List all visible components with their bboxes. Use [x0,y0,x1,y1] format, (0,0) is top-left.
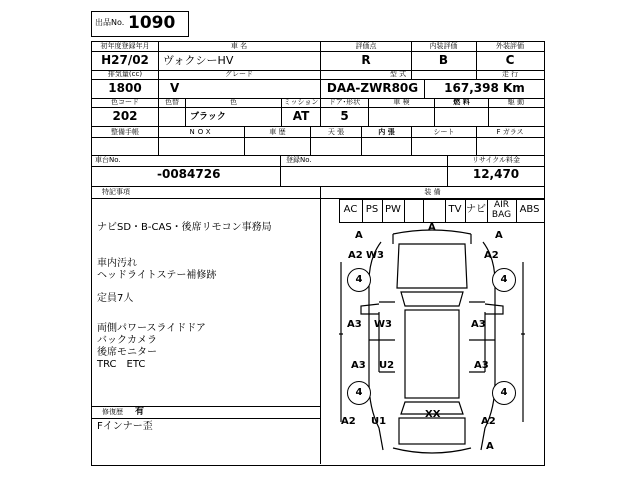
displacement-label: 排気量(cc) [107,70,143,78]
note-line-3: 車内汚れ [97,258,137,269]
interior-score-label: 内装評価 [429,42,458,50]
note-line-10: 後席モニター [97,347,157,358]
tire-front-right: 4 [492,268,516,292]
model-label: 型 式 [389,70,407,78]
equipment-airbag: AIR BAG [491,200,512,220]
damage-door-front-right: A3 [471,319,486,330]
chassis-label: 車台No. [95,156,121,164]
doors-label: ドア･形状 [328,98,361,106]
note-line-9: バックカメラ [97,335,157,346]
damage-front-right: A [495,230,503,241]
car-name-label: 車 名 [230,42,248,50]
mileage-label: 走 行 [501,70,519,78]
overall-score: R [361,53,371,67]
registration-label: 登録No. [286,156,312,164]
registration-year: H27/02 [101,53,149,67]
color-swap-label: 色替 [165,98,179,106]
color-code: 202 [112,109,138,123]
damage-hood: W3 [366,250,384,261]
damage-door-rear-right: A3 [474,360,489,371]
year-label: 初年度登録年月 [100,42,150,50]
lot-number: 1090 [128,13,176,33]
damage-rear-bumper: A [486,441,494,452]
damage-quarter-right: A2 [481,416,496,427]
color-label: 色 [230,98,237,106]
grade-label: グレード [225,70,253,78]
equipment-pw: PW [385,204,401,215]
note-line-6: 定員7人 [97,293,134,304]
tire-front-left: 4 [347,268,371,292]
note-line-4: ヘッドライトステー補修跡 [97,270,217,281]
color-name: ブラック [190,112,226,122]
equipment-ac: AC [343,204,358,215]
model-code: DAA-ZWR80G [326,81,419,95]
car-name: ヴォクシーHV [163,54,234,67]
note-line-8: 両側パワースライドドア [97,323,206,334]
damage-fender-right: A2 [484,250,499,261]
tire-rear-right: 4 [492,381,516,405]
transmission: AT [292,109,310,123]
repair-detail: Fインナー歪 [97,421,153,432]
glass-label: F ガラス [496,128,524,136]
roof-label: 天 張 [327,128,345,136]
service-manual-label: 整備手帳 [111,128,139,136]
recycle-label: リサイクル料金 [471,156,521,164]
grade: V [170,81,180,95]
equipment-label: 装 備 [424,188,441,196]
equipment-abs: ABS [519,204,540,215]
recycle-fee: 12,470 [472,167,520,181]
notes-label: 特記事項 [102,188,130,196]
lot-label: 出品No. [95,18,125,27]
equipment-ps: PS [365,204,379,215]
fuel-label: 燃 料 [453,98,470,106]
door-count: 5 [340,109,349,123]
damage-rear-center: U2 [379,360,395,371]
seat-label: シート [433,128,455,136]
score-label: 評価点 [355,42,377,50]
mission-label: ミッション [283,98,319,106]
note-line-1: ナビSD・B-CAS・後席リモコン事務局 [97,222,272,233]
damage-fender-left: A2 [348,250,363,261]
damage-front-center: A [428,222,436,233]
exterior-score-label: 外装評価 [496,42,524,50]
damage-quarter-left: A2 [341,416,356,427]
damage-front-left: A [355,230,363,241]
interior-score: B [438,53,449,67]
equipment-tv: TV [448,204,462,215]
repair-history-label: 修復歴 [102,408,123,416]
tire-rear-left: 4 [347,381,371,405]
damage-tail-center: U1 [371,416,387,427]
damage-door-rear-left: A3 [351,360,366,371]
chassis-number: -0084726 [157,167,221,181]
displacement: 1800 [108,81,142,95]
damage-trunk: XX [425,409,441,420]
drive-label: 駆 動 [507,98,525,106]
damage-door-center: W3 [374,319,392,330]
interior-lining-label: 内 張 [378,128,395,136]
color-code-label: 色コード [111,98,139,106]
mileage: 167,398 Km [444,81,525,95]
equipment-navi: ナビ [466,204,486,215]
exterior-score: C [505,53,515,67]
inspection-label: 車 検 [393,98,410,106]
history-label: 車 歴 [269,128,286,136]
nox-label: NOX [189,128,214,136]
note-line-11: TRC ETC [97,359,146,370]
repair-history-value: 有 [135,407,145,417]
damage-door-front-left: A3 [347,319,362,330]
